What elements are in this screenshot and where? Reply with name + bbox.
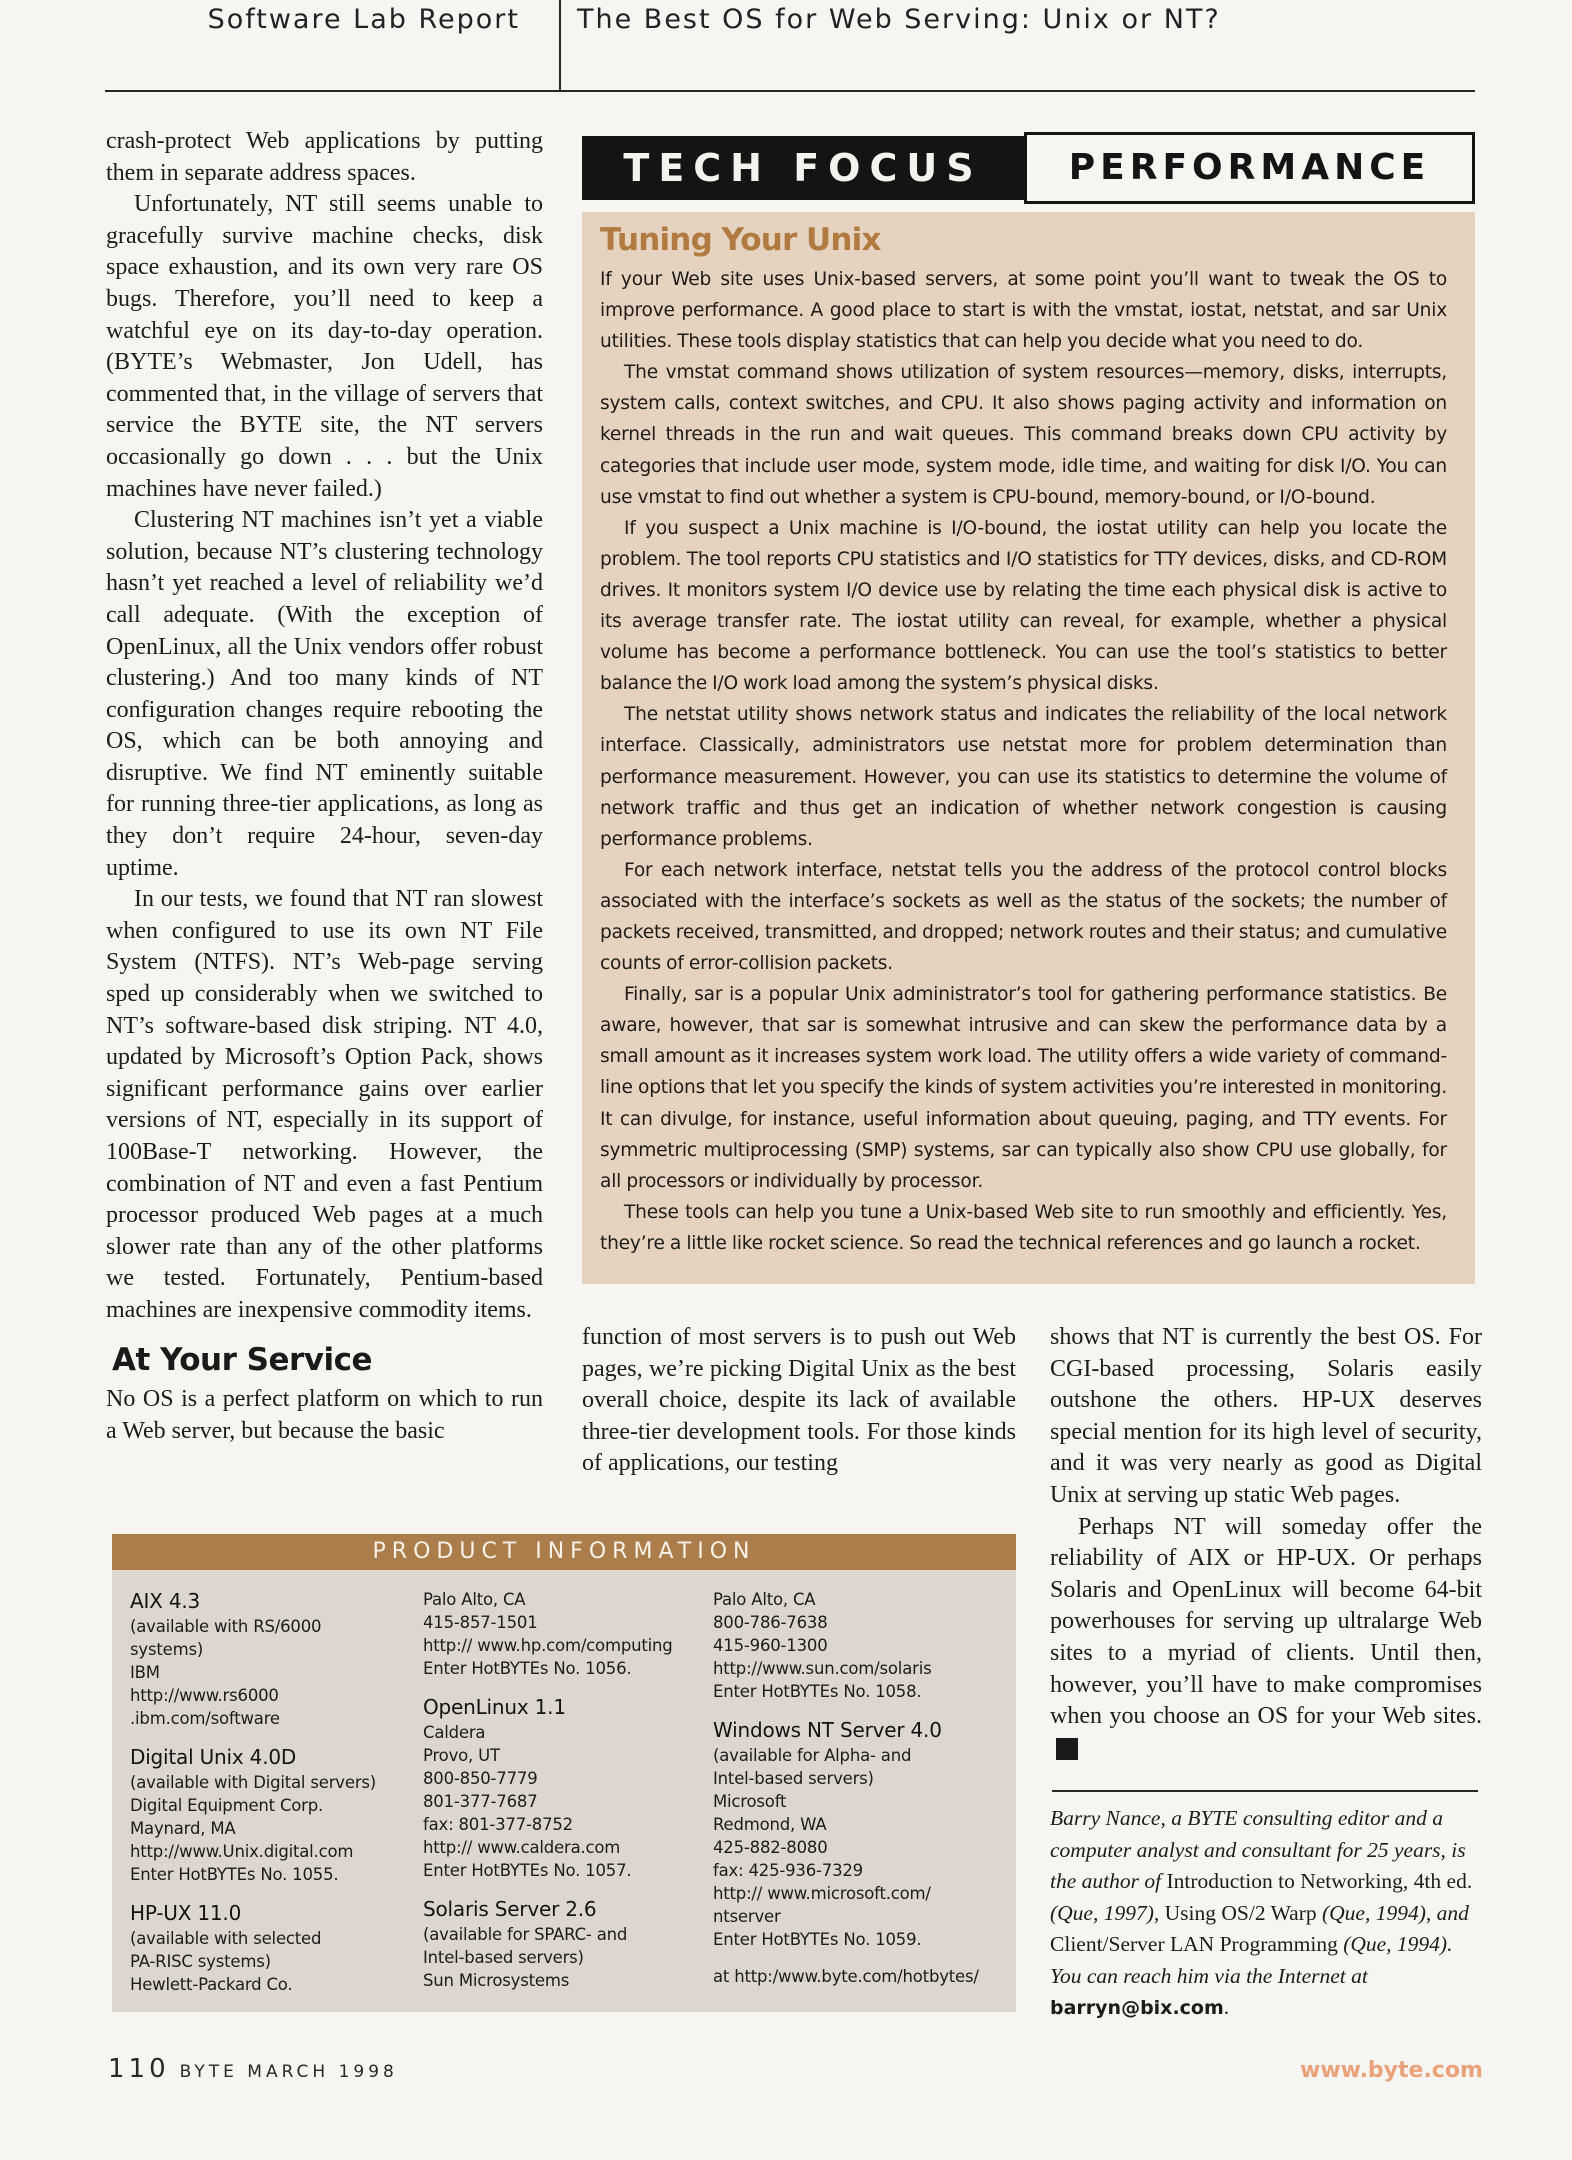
header-article-title: The Best OS for Web Serving: Unix or NT? bbox=[577, 4, 1221, 35]
magazine-issue: BYTE MARCH 1998 bbox=[179, 2062, 398, 2082]
body-paragraph: Clustering NT machines isn’t yet a viable solution, because NT’s clustering technology hasn’t yet reached a level of reliability we’d call adequate. (With the exception of OpenLinux, all the Unix vendors offer robust clustering.) And too many kinds of NT configuration changes require rebooting the OS, which can be both annoying and disruptive. We find NT eminently suitable for running three-tier applications, as long as they don’t require 24-hour, seven-day uptime. bbox=[106, 507, 543, 881]
product-detail-line: Palo Alto, CA bbox=[713, 1590, 816, 1609]
product-detail-line: 425-882-8080 bbox=[713, 1838, 828, 1857]
body-paragraph: In our tests, we found that NT ran slowest when configured to use its own NT File System (NTFS). NT’s Web-page serving sped up considerably when we switched to NT’s software-based disk striping. NT 4.0, updated by Microsoft’s Option Pack, shows significant performance gains over earlier versions of NT, especially in its support of 100Base-T networking. However, the combination of NT and even a fast Pentium processor produced Web pages at a much slower rate than any of the other platforms we tested. Fortunately, Pentium-based machines are inexpensive commodity items. bbox=[106, 886, 543, 1323]
product-detail-line: Enter HotBYTEs No. 1059. bbox=[713, 1930, 922, 1949]
book-title: Client/Server LAN Programming bbox=[1050, 1932, 1338, 1956]
product-detail-line: 801-377-7687 bbox=[423, 1792, 538, 1811]
product-detail-line: fax: 801-377-8752 bbox=[423, 1815, 573, 1834]
product-detail-line: (available with selected bbox=[130, 1929, 322, 1948]
author-bio bbox=[1050, 1803, 1484, 2025]
product-detail-line: Maynard, MA bbox=[130, 1819, 236, 1838]
product-column-1 bbox=[130, 1588, 415, 2010]
product-detail-line: 415-857-1501 bbox=[423, 1613, 538, 1632]
product-entry bbox=[423, 1896, 705, 1992]
product-detail-line: http:// www.hp.com/computing bbox=[423, 1636, 673, 1655]
product-detail-line: systems) bbox=[130, 1640, 204, 1659]
middle-body-column bbox=[582, 1322, 1016, 1480]
bio-text: (Que, 1994). You can reach him via the Internet at bbox=[1050, 1932, 1453, 1988]
tech-focus-paragraph: Finally, sar is a popular Unix administrator’s tool for gathering performance statistics. Be aware, however, that sar is somewhat intrusive and can skew the performance data by a small amount as it increases system work load. The utility offers a wide variety of command-line options that let you specify the kinds of system activities you’re interested in monitoring. It can divulge, for instance, useful information about queuing, paging, and TTY events. For symmetric multiprocessing (SMP) systems, sar can typically also show CPU use globally, for all processors or individually by processor. bbox=[600, 984, 1447, 1192]
product-detail-line: (available with Digital servers) bbox=[130, 1773, 377, 1792]
tech-focus-paragraph: If your Web site uses Unix-based servers, at some point you’ll want to tweak the OS to improve performance. A good place to start is with the vmstat, iostat, netstat, and sar Unix utilities. These tools display statistics that can help you decide what you need to do. bbox=[600, 269, 1447, 353]
product-entry bbox=[713, 1965, 1003, 1988]
product-information-heading: PRODUCT INFORMATION bbox=[112, 1534, 1016, 1570]
product-detail-line: ntserver bbox=[713, 1907, 781, 1926]
tech-focus-box bbox=[582, 212, 1475, 1284]
product-detail-line: http://www.Unix.digital.com bbox=[130, 1842, 354, 1861]
product-detail-line: http:// www.caldera.com bbox=[423, 1838, 621, 1857]
product-detail-line: http://www.rs6000 bbox=[130, 1686, 279, 1705]
product-detail-line: Enter HotBYTEs No. 1055. bbox=[130, 1865, 339, 1884]
body-paragraph: crash-protect Web applications by putting them in separate address spaces. bbox=[106, 128, 543, 186]
product-detail-line: (available for Alpha- and bbox=[713, 1746, 912, 1765]
product-detail-line: http://www.sun.com/solaris bbox=[713, 1659, 932, 1678]
tech-focus-paragraph: These tools can help you tune a Unix-based Web site to run smoothly and efficiently. Yes, they’re a little like rocket science. So read the technical references and go launch a rocket. bbox=[600, 1201, 1447, 1254]
right-body-column bbox=[1050, 1322, 1482, 1764]
product-detail-line: (available for SPARC- and bbox=[423, 1925, 628, 1944]
tech-focus-banner: TECH FOCUS bbox=[582, 136, 1024, 200]
product-name: Windows NT Server 4.0 bbox=[713, 1718, 942, 1742]
product-name: Solaris Server 2.6 bbox=[423, 1897, 597, 1921]
tech-focus-title: Tuning Your Unix bbox=[600, 222, 881, 258]
bio-text: (Que, 1997), bbox=[1050, 1900, 1165, 1925]
product-detail-line: Hewlett-Packard Co. bbox=[130, 1975, 293, 1994]
product-entry bbox=[423, 1694, 705, 1882]
bio-text: Barry Nance, a BYTE consulting editor and a computer analyst and consultant for 25 years, is the author of bbox=[1050, 1806, 1466, 1893]
bio-text: (Que, 1994), and bbox=[1316, 1900, 1469, 1925]
product-detail-line: at http:/www.byte.com/hotbytes/ bbox=[713, 1967, 979, 1986]
product-detail-line: Intel-based servers) bbox=[423, 1948, 584, 1967]
product-detail-line: Enter HotBYTEs No. 1058. bbox=[713, 1682, 922, 1701]
body-paragraph: shows that NT is currently the best OS. For CGI-based processing, Solaris easily outshone the others. HP-UX deserves special mention for its high level of security, and it was very nearly as good as Digital Unix at serving up static Web pages. bbox=[1050, 1324, 1482, 1508]
product-entry bbox=[713, 1588, 1003, 1703]
product-column-2 bbox=[423, 1588, 705, 2006]
book-title: Introduction to Networking, 4th ed. bbox=[1166, 1869, 1473, 1893]
body-paragraph bbox=[1050, 1512, 1482, 1765]
product-name: OpenLinux 1.1 bbox=[423, 1695, 566, 1719]
bio-text: . bbox=[1223, 1995, 1230, 2019]
product-name: Digital Unix 4.0D bbox=[130, 1745, 297, 1769]
product-detail-line: Enter HotBYTEs No. 1056. bbox=[423, 1659, 632, 1678]
product-detail-line: Microsoft bbox=[713, 1792, 787, 1811]
product-detail-line: (available with RS/6000 bbox=[130, 1617, 322, 1636]
product-detail-line: fax: 425-936-7329 bbox=[713, 1861, 863, 1880]
left-body-column bbox=[106, 126, 543, 1447]
website-url: www.byte.com bbox=[1300, 2058, 1483, 2083]
book-title: Using OS/2 Warp bbox=[1164, 1900, 1317, 1925]
product-detail-line: 415-960-1300 bbox=[713, 1636, 828, 1655]
product-detail-line: .ibm.com/software bbox=[130, 1709, 280, 1728]
product-detail-line: Caldera bbox=[423, 1723, 486, 1742]
product-detail-line: Sun Microsystems bbox=[423, 1971, 570, 1990]
header-section-label: Software Lab Report bbox=[207, 4, 520, 35]
product-entry bbox=[130, 1744, 415, 1886]
running-header bbox=[105, 50, 1475, 92]
product-detail-line: Palo Alto, CA bbox=[423, 1590, 526, 1609]
product-detail-line: Provo, UT bbox=[423, 1746, 500, 1765]
product-detail-line: Redmond, WA bbox=[713, 1815, 827, 1834]
product-name: AIX 4.3 bbox=[130, 1589, 201, 1613]
product-entry bbox=[130, 1588, 415, 1730]
body-paragraph: function of most servers is to push out Web pages, we’re picking Digital Unix as the best overall choice, despite its lack of available three-tier development tools. For those kinds of applications, our testing bbox=[582, 1324, 1016, 1477]
body-paragraph: Unfortunately, NT still seems unable to gracefully survive machine checks, disk space exhaustion, and its own very rare OS bugs. Therefore, you’ll need to keep a watchful eye on its day-to-day operation. (BYTE’s Webmaster, Jon Udell, has commented that, in the village of servers that service the BYTE site, the NT servers occasionally go down . . . but the Unix machines have never failed.) bbox=[106, 191, 543, 502]
product-detail-line: PA-RISC systems) bbox=[130, 1952, 271, 1971]
tech-focus-paragraph: The netstat utility shows network status and indicates the reliability of the local network interface. Classically, administrators use netstat more for problem determination than performance measurement. However, you can use its statistics to determine the volume of network traffic and thus get an indication of whether network congestion is causing performance problems. bbox=[600, 704, 1447, 850]
product-entry bbox=[423, 1588, 705, 1680]
product-detail-line: 800-786-7638 bbox=[713, 1613, 828, 1632]
tech-focus-paragraph: The vmstat command shows utilization of system resources—memory, disks, interrupts, system calls, context switches, and CPU. It also shows paging activity and information on kernel threads in the run and wait queues. This command breaks down CPU activity by categories that include user mode, system mode, idle time, and waiting for disk I/O. You can use vmstat to find out whether a system is CPU-bound, memory-bound, or I/O-bound. bbox=[600, 362, 1447, 508]
end-of-article-mark: B bbox=[1056, 1738, 1078, 1760]
product-entry bbox=[130, 1900, 415, 1996]
product-detail-line: http:// www.microsoft.com/ bbox=[713, 1884, 931, 1903]
product-information-box bbox=[112, 1534, 1016, 2012]
bio-divider bbox=[1052, 1790, 1478, 1792]
product-column-3 bbox=[713, 1588, 1003, 2002]
tech-focus-paragraph: For each network interface, netstat tells you the address of the protocol control blocks associated with the interface’s sockets as well as the status of the sockets; the number of packets received, transmitted, and dropped; network routes and their status; and cumulative counts of error-collision packets. bbox=[600, 859, 1447, 975]
product-detail-line: Digital Equipment Corp. bbox=[130, 1796, 324, 1815]
product-detail-line: IBM bbox=[130, 1663, 160, 1682]
section-subhead: At Your Service bbox=[112, 1341, 373, 1378]
page-number: 110 bbox=[108, 2054, 170, 2084]
product-detail-line: 800-850-7779 bbox=[423, 1769, 538, 1788]
closing-text: Perhaps NT will someday offer the reliability of AIX or HP-UX. Or perhaps Solaris and OpenLinux will become 64-bit powerhouses for serving up ultralarge Web sites to a myriad of clients. Until then, however, you’ll have to make compromises when you choose an OS for your Web sites. bbox=[1050, 1513, 1482, 1730]
product-detail-line: Enter HotBYTEs No. 1057. bbox=[423, 1861, 632, 1880]
tech-focus-paragraph: If you suspect a Unix machine is I/O-bound, the iostat utility can help you locate the problem. The tool reports CPU statistics and I/O statistics for TTY devices, disks, and CD-ROM drives. It monitors system I/O device use by relating the time each physical disk is active to its average transfer rate. The iostat utility can reveal, for example, whether a physical volume has become a performance bottleneck. You can use the tool’s statistics to better balance the I/O work load among the system’s physical disks. bbox=[600, 517, 1447, 695]
page-footer bbox=[108, 2054, 398, 2084]
body-paragraph: No OS is a perfect platform on which to run a Web server, but because the basic bbox=[106, 1386, 543, 1444]
author-email: barryn@bix.com bbox=[1050, 1997, 1224, 2019]
product-name: HP-UX 11.0 bbox=[130, 1901, 242, 1925]
product-detail-line: Intel-based servers) bbox=[713, 1769, 874, 1788]
product-entry bbox=[713, 1717, 1003, 1951]
performance-banner: PERFORMANCE bbox=[1024, 132, 1475, 204]
